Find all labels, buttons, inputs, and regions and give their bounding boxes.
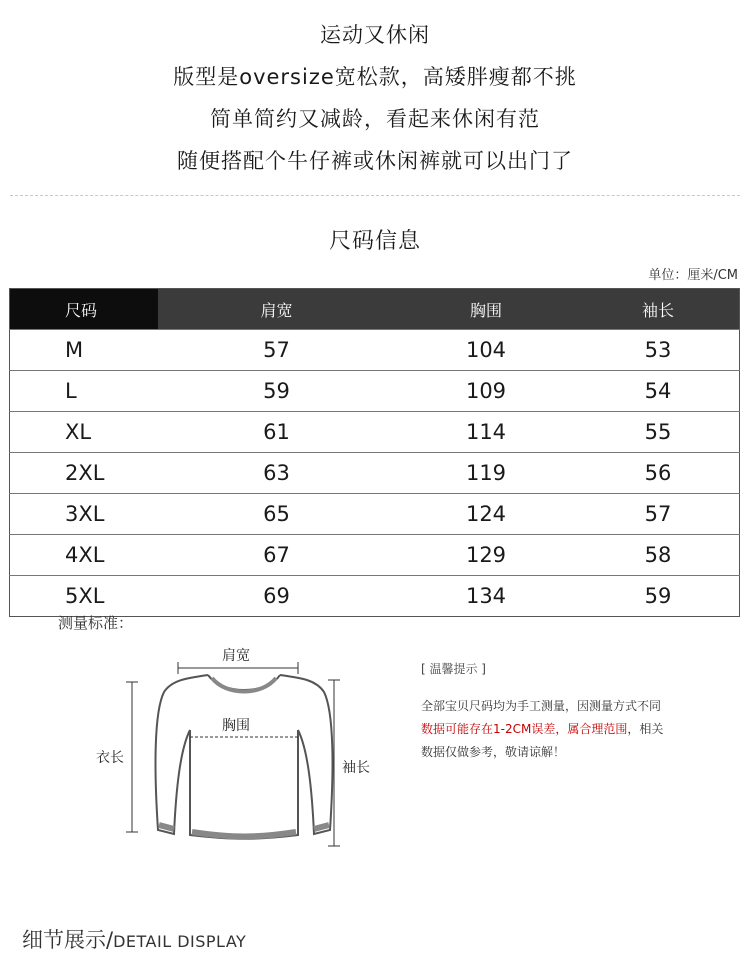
cell-chest: 119 bbox=[395, 453, 577, 494]
header-sleeve: 袖长 bbox=[577, 289, 740, 330]
cell-shoulder: 69 bbox=[158, 576, 395, 617]
cell-shoulder: 67 bbox=[158, 535, 395, 576]
cell-size: 2XL bbox=[10, 453, 159, 494]
cell-sleeve: 57 bbox=[577, 494, 740, 535]
cell-size: 4XL bbox=[10, 535, 159, 576]
cell-sleeve: 56 bbox=[577, 453, 740, 494]
cell-size: M bbox=[10, 330, 159, 371]
chest-label: 胸围 bbox=[222, 718, 250, 734]
cell-chest: 134 bbox=[395, 576, 577, 617]
tip-line: 全部宝贝尺码均为手工测量，因测量方式不同 bbox=[421, 699, 662, 713]
cell-sleeve: 53 bbox=[577, 330, 740, 371]
cell-sleeve: 59 bbox=[577, 576, 740, 617]
header-shoulder: 肩宽 bbox=[158, 289, 395, 330]
size-section-title: 尺码信息 bbox=[328, 229, 421, 254]
tip-box bbox=[421, 660, 731, 764]
sweater-outline-icon bbox=[156, 675, 333, 839]
tip-heading: [ 温馨提示 ] bbox=[421, 662, 486, 676]
intro-line: 运动又休闲 bbox=[320, 23, 430, 47]
unit-label: 单位：厘米/CM bbox=[648, 268, 738, 283]
table-row bbox=[10, 330, 740, 371]
cell-size: 5XL bbox=[10, 576, 159, 617]
table-row bbox=[10, 494, 740, 535]
length-label: 衣长 bbox=[96, 750, 124, 766]
table-row bbox=[10, 412, 740, 453]
sleeve-label: 袖长 bbox=[342, 760, 370, 776]
cell-chest: 129 bbox=[395, 535, 577, 576]
cell-chest: 124 bbox=[395, 494, 577, 535]
intro-line: 简单简约又减龄，看起来休闲有范 bbox=[210, 107, 540, 131]
header-size: 尺码 bbox=[10, 289, 159, 330]
table-row bbox=[10, 453, 740, 494]
detail-heading-en: DETAIL DISPLAY bbox=[113, 932, 247, 951]
cell-shoulder: 61 bbox=[158, 412, 395, 453]
tip-line bbox=[421, 718, 731, 741]
header-chest: 胸围 bbox=[395, 289, 577, 330]
detail-display-heading bbox=[22, 924, 246, 954]
cell-chest: 114 bbox=[395, 412, 577, 453]
cuff-icon bbox=[159, 825, 329, 837]
shoulder-label: 肩宽 bbox=[222, 648, 250, 664]
length-measure-line bbox=[126, 682, 138, 832]
cell-size: 3XL bbox=[10, 494, 159, 535]
measurement-label: 测量标准： bbox=[58, 614, 134, 632]
cell-shoulder: 65 bbox=[158, 494, 395, 535]
detail-heading-cn: 细节展示/ bbox=[22, 928, 114, 952]
tip-line: 数据仅做参考，敬请谅解！ bbox=[421, 745, 566, 759]
size-table bbox=[9, 288, 740, 617]
table-row bbox=[10, 371, 740, 412]
cell-sleeve: 58 bbox=[577, 535, 740, 576]
cell-shoulder: 57 bbox=[158, 330, 395, 371]
measurement-diagram bbox=[92, 640, 392, 860]
cell-size: XL bbox=[10, 412, 159, 453]
cell-shoulder: 59 bbox=[158, 371, 395, 412]
table-row bbox=[10, 576, 740, 617]
intro-line: 随便搭配个牛仔裤或休闲裤就可以出门了 bbox=[177, 149, 573, 173]
intro-text bbox=[0, 14, 750, 182]
section-divider bbox=[10, 195, 740, 196]
cell-sleeve: 54 bbox=[577, 371, 740, 412]
tip-warning: 数据可能存在1-2CM误差，属合理范围 bbox=[421, 722, 628, 736]
cell-sleeve: 55 bbox=[577, 412, 740, 453]
tip-line-rest: ，相关 bbox=[627, 722, 664, 736]
table-row bbox=[10, 535, 740, 576]
cell-chest: 109 bbox=[395, 371, 577, 412]
cell-chest: 104 bbox=[395, 330, 577, 371]
cell-shoulder: 63 bbox=[158, 453, 395, 494]
cell-size: L bbox=[10, 371, 159, 412]
size-table-header bbox=[10, 289, 740, 330]
intro-line: 版型是oversize宽松款，高矮胖瘦都不挑 bbox=[173, 65, 577, 89]
